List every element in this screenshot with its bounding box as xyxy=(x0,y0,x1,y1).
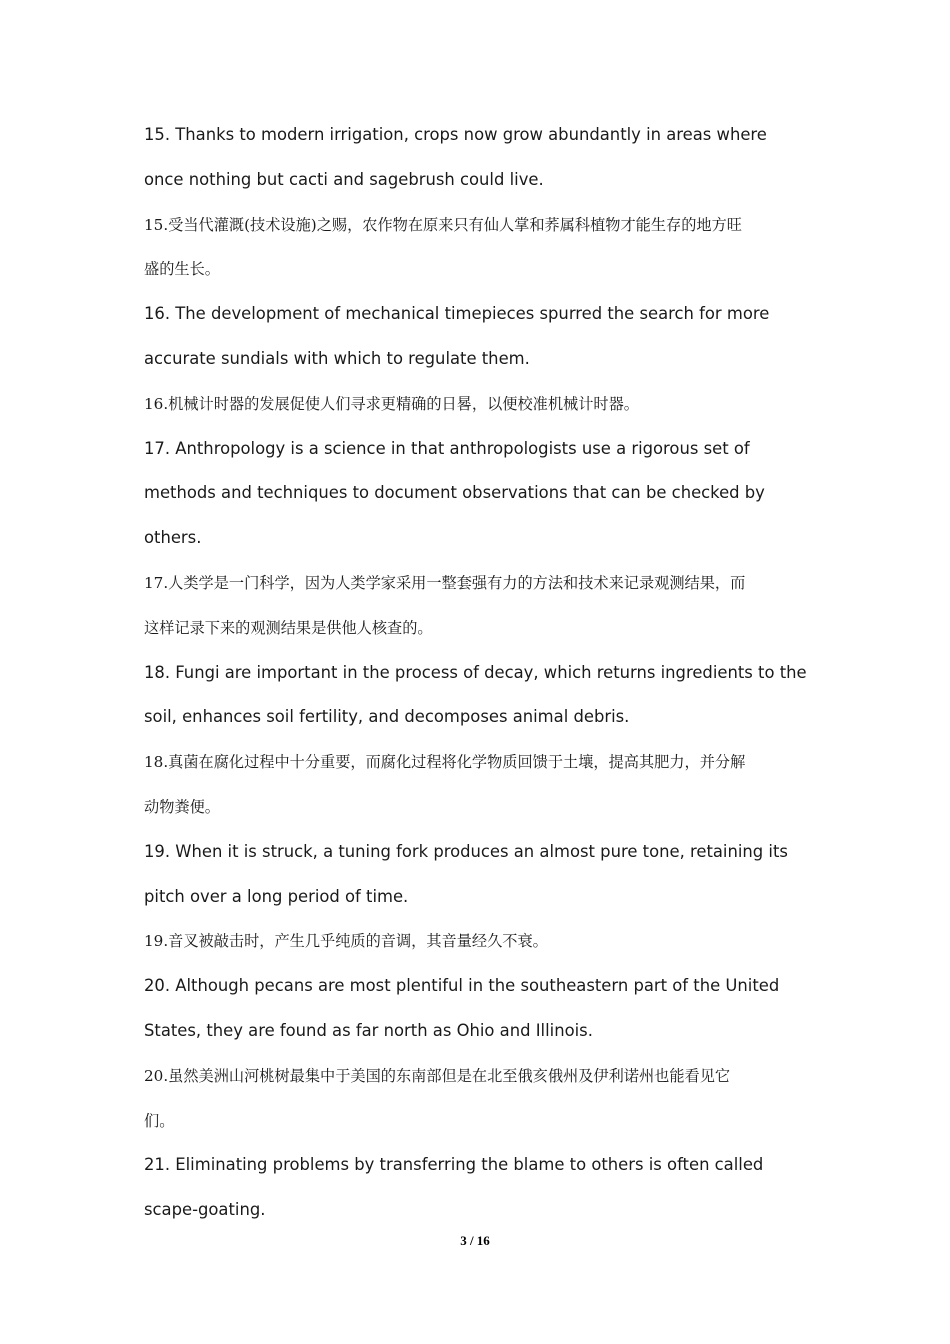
text-line: 动物粪便。 xyxy=(144,797,220,816)
text-line: others. xyxy=(144,528,202,548)
text-line: 15. Thanks to modern irrigation, crops now grow abundantly in areas where xyxy=(144,125,767,144)
text-line: 21. Eliminating problems by transferring the blame to others is often called xyxy=(144,1155,764,1175)
text-line: 17.人类学是一门科学，因为人类学家采用一整套强有力的方法和技术来记录观测结果，而 xyxy=(144,573,746,592)
text-line: 18.真菌在腐化过程中十分重要，而腐化过程将化学物质回馈于土壤，提高其肥力，并分解 xyxy=(144,753,746,772)
text-line: States, they are found as far north as Ohio and Illinois. xyxy=(144,1020,593,1040)
text-line: 16.机械计时器的发展促使人们寻求更精确的日晷，以便校准机械计时器。 xyxy=(144,394,639,413)
text-line: soil, enhances soil fertility, and decomposes animal debris. xyxy=(144,707,630,727)
text-line: 19. When it is struck, a tuning fork produces an almost pure tone, retaining its xyxy=(144,841,788,861)
text-line: scape-goating. xyxy=(144,1200,266,1220)
text-line: 这样记录下来的观测结果是供他人核查的。 xyxy=(144,618,433,637)
text-line: accurate sundials with which to regulate them. xyxy=(144,348,530,368)
text-line: pitch over a long period of time. xyxy=(144,886,409,906)
text-line: 们。 xyxy=(144,1111,175,1130)
text-line: once nothing but cacti and sagebrush could live. xyxy=(144,169,544,189)
text-line: methods and techniques to document observations that can be checked by xyxy=(144,483,765,503)
document-body xyxy=(144,113,812,1233)
text-line: 20. Although pecans are most plentiful in the southeastern part of the United xyxy=(144,976,780,996)
text-line: 20.虽然美洲山河桃树最集中于美国的东南部但是在北至俄亥俄州及伊利诺州也能看见它 xyxy=(144,1066,731,1085)
text-line: 18. Fungi are important in the process of decay, which returns ingredients to the xyxy=(144,662,807,682)
text-line: 17. Anthropology is a science in that anthropologists use a rigorous set of xyxy=(144,438,750,458)
text-line: 盛的生长。 xyxy=(144,260,220,279)
text-line: 16. The development of mechanical timepieces spurred the search for more xyxy=(144,304,770,324)
text-line: 15.受当代灌溉(技术设施)之赐，农作物在原来只有仙人掌和荞属科植物才能生存的地方旺 xyxy=(144,215,742,234)
page-number: 3 / 16 xyxy=(460,1233,490,1248)
text-line: 19.音叉被敲击时，产生几乎纯质的音调，其音量经久不衰。 xyxy=(144,932,548,951)
